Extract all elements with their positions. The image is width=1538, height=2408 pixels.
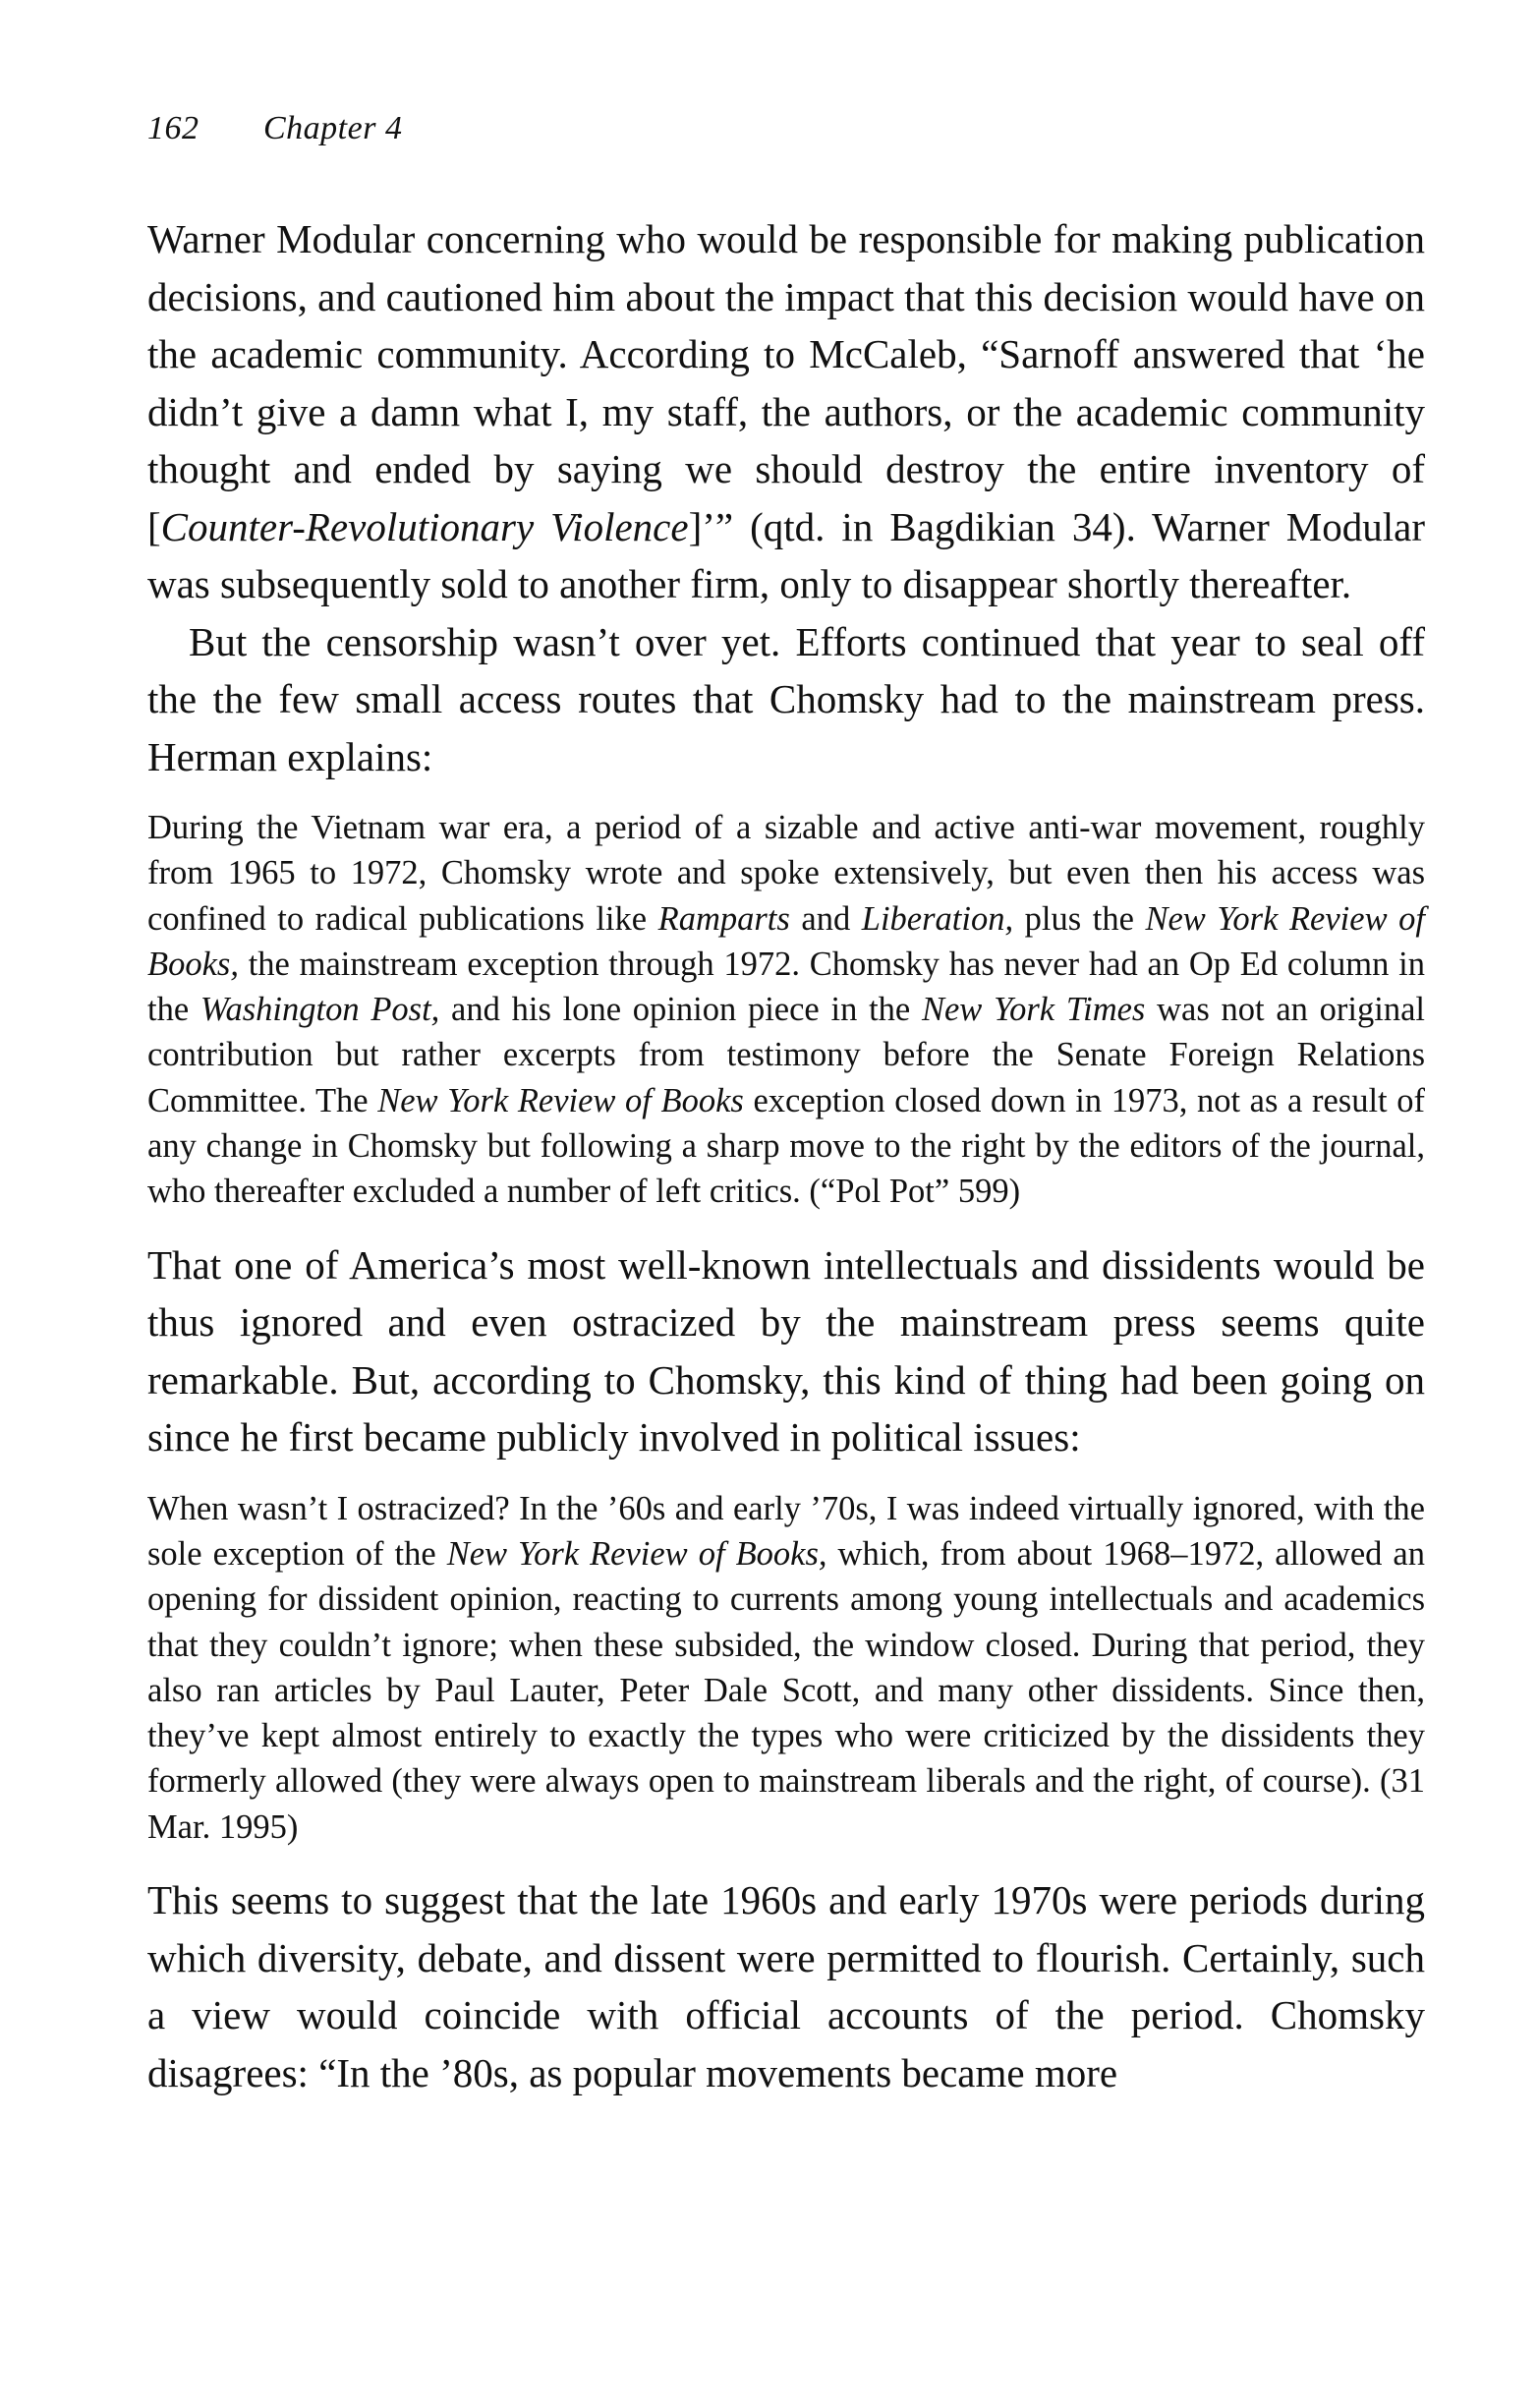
paragraph-3: That one of America’s most well-known intellectuals and dissidents would be thus ignored and even ostracized by the mainstream press seems quite remarkable. But, according to Chomsky, this kind of thing had been going on since he first became publicly involved in political issues:	[147, 1241, 1425, 1461]
paragraph-2: But the censorship wasn’t over yet. Efforts continued that year to seal off the the few small access routes that Chomsky had to the mainstream press. Herman explains:	[147, 618, 1425, 779]
book-title: Counter-Revolutionary Violence	[160, 503, 689, 549]
paragraph-4: This seems to suggest that the late 1960s and early 1970s were periods during which diversity, debate, and dissent were permitted to flourish. Certainly, such a view would coincide with official accounts of the period. Chomsky disagrees: “In the ’80s, as popular movements became more	[147, 1877, 1425, 2095]
running-head	[147, 110, 402, 147]
paragraph-1: Warner Modular concerning who would be responsible for making publication decisions, and cautioned him about the impact that this decision would have on the academic community. According to McCaleb, “Sarnoff answered that ‘he didn’t give a damn what I, my staff, the authors, or the academic community thought and ended by saying we should destroy the entire inventory of [Counter-Revolutionary Violence]’” (qtd. in Bagdikian 34). Warner Modular was subsequently sold to another firm, only to disappear shortly thereafter.	[147, 216, 1425, 606]
block-quote-chomsky: When wasn’t I ostracized? In the ’60s and early ’70s, I was indeed virtually ignored, with the sole exception of the New York Review of Books, which, from about 1968–1972, allowed an opening for dissident opinion, reacting to currents among young intellectuals and academics that they couldn’t ignore; when these subsided, the window closed. During that period, they also ran articles by Paul Lauter, Peter Dale Scott, and many other dissidents. Since then, they’ve kept almost entirely to exactly the types who were criticized by the dissidents they formerly allowed (they were always open to mainstream liberals and the right, of course). (31 Mar. 1995)	[147, 1489, 1425, 1846]
page-number: 162	[147, 110, 199, 146]
page-content	[147, 210, 1425, 2101]
block-quote-herman: During the Vietnam war era, a period of a sizable and active anti-war movement, roughly from 1965 to 1972, Chomsky wrote and spoke extensively, but even then his access was confined to radical publications like Ramparts and Liberation, plus the New York Review of Books, the mainstream exception through 1972. Chomsky has never had an Op Ed column in the Washington Post, and his lone opinion piece in the New York Times was not an original contribution but rather excerpts from testimony before the Senate Foreign Relations Committee. The New York Review of Books exception closed down in 1973, not as a result of any change in Chomsky but following a sharp move to the right by the editors of the journal, who thereafter excluded a number of left critics. (“Pol Pot” 599)	[147, 809, 1425, 1211]
chapter-label: Chapter 4	[263, 110, 403, 146]
